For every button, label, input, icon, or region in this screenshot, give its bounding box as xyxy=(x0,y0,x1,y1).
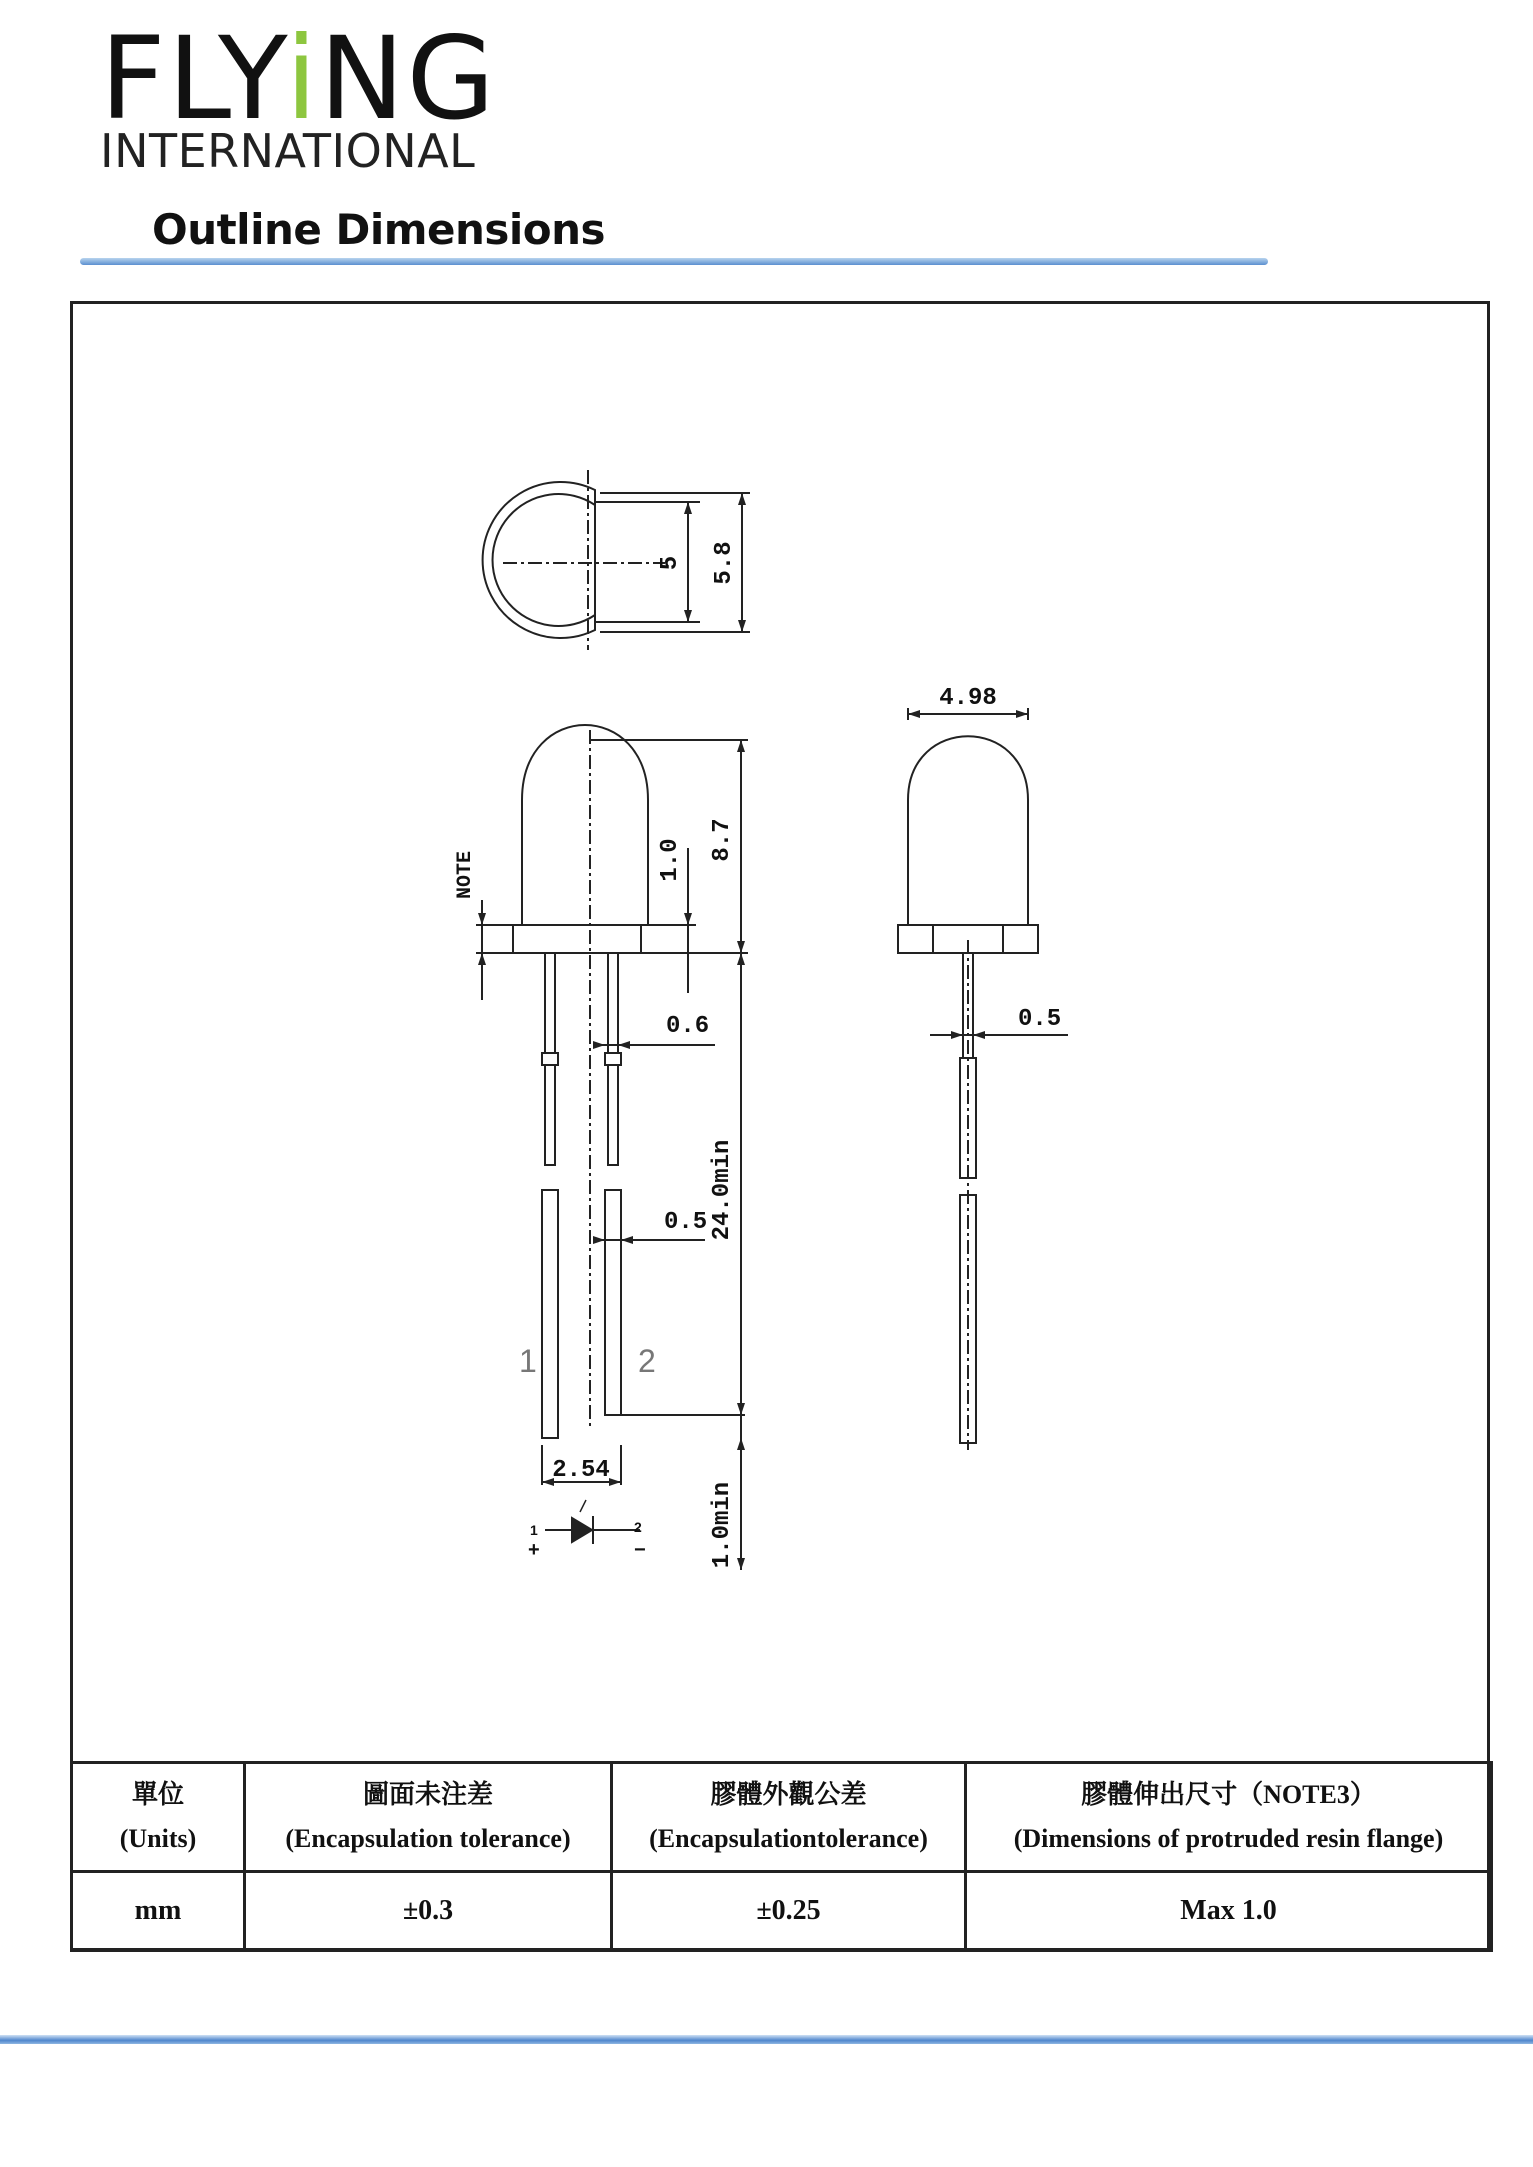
dimension-arrows xyxy=(478,493,1028,1570)
symbol-cathode: − xyxy=(634,1539,646,1561)
dim-side-lead-width: 0.5 xyxy=(1018,1006,1062,1033)
dim-lead-width: 0.5 xyxy=(664,1209,708,1236)
note-label: NOTE xyxy=(454,850,477,900)
dim-top-inner: 5 xyxy=(657,555,684,571)
dim-lead-spacing: 2.54 xyxy=(552,1457,610,1484)
section-title: Outline Dimensions xyxy=(152,205,606,254)
dim-flange: 1.0 xyxy=(657,838,684,882)
table-row xyxy=(72,1872,1492,1951)
symbol-pin-1: 1 xyxy=(530,1522,538,1538)
symbol-pin-2: 2 xyxy=(634,1519,642,1535)
logo-subtitle: INTERNATIONAL xyxy=(100,124,476,178)
dim-lead-offset: 1.0min xyxy=(709,1481,736,1569)
pin-1-label: 1 xyxy=(519,1343,537,1379)
header-protruded-flange: 膠體伸出尺寸（NOTE3） (Dimensions of protruded resin flange) xyxy=(966,1763,1492,1872)
side-view xyxy=(898,708,1068,1450)
dim-body-height: 8.7 xyxy=(709,818,736,862)
top-view xyxy=(483,470,750,650)
pin-2-label: 2 xyxy=(638,1343,656,1379)
footer-divider xyxy=(0,2035,1533,2044)
tolerance-table xyxy=(70,1761,1493,1952)
header-appearance-tolerance: 膠體外觀公差 (Encapsulationtolerance) xyxy=(612,1763,966,1872)
table-header-row xyxy=(72,1763,1492,1872)
front-view xyxy=(476,725,748,1570)
dim-lead-shoulder: 0.6 xyxy=(666,1013,710,1040)
dim-top-outer: 5.8 xyxy=(711,541,738,585)
value-protruded-flange: Max 1.0 xyxy=(966,1872,1492,1951)
diode-symbol xyxy=(545,1500,640,1544)
value-appearance-tolerance: ±0.25 xyxy=(612,1872,966,1951)
value-encapsulation-tolerance: ±0.3 xyxy=(245,1872,612,1951)
dim-lead-length: 24.0min xyxy=(709,1139,736,1241)
value-units: mm xyxy=(72,1872,245,1951)
logo-wordmark: FLYiNG xyxy=(100,12,497,145)
header-encapsulation-tolerance: 圖面未注差 (Encapsulation tolerance) xyxy=(245,1763,612,1872)
header-units: 單位 (Units) xyxy=(72,1763,245,1872)
dim-side-body-width: 4.98 xyxy=(939,685,997,712)
symbol-anode: + xyxy=(528,1539,540,1561)
